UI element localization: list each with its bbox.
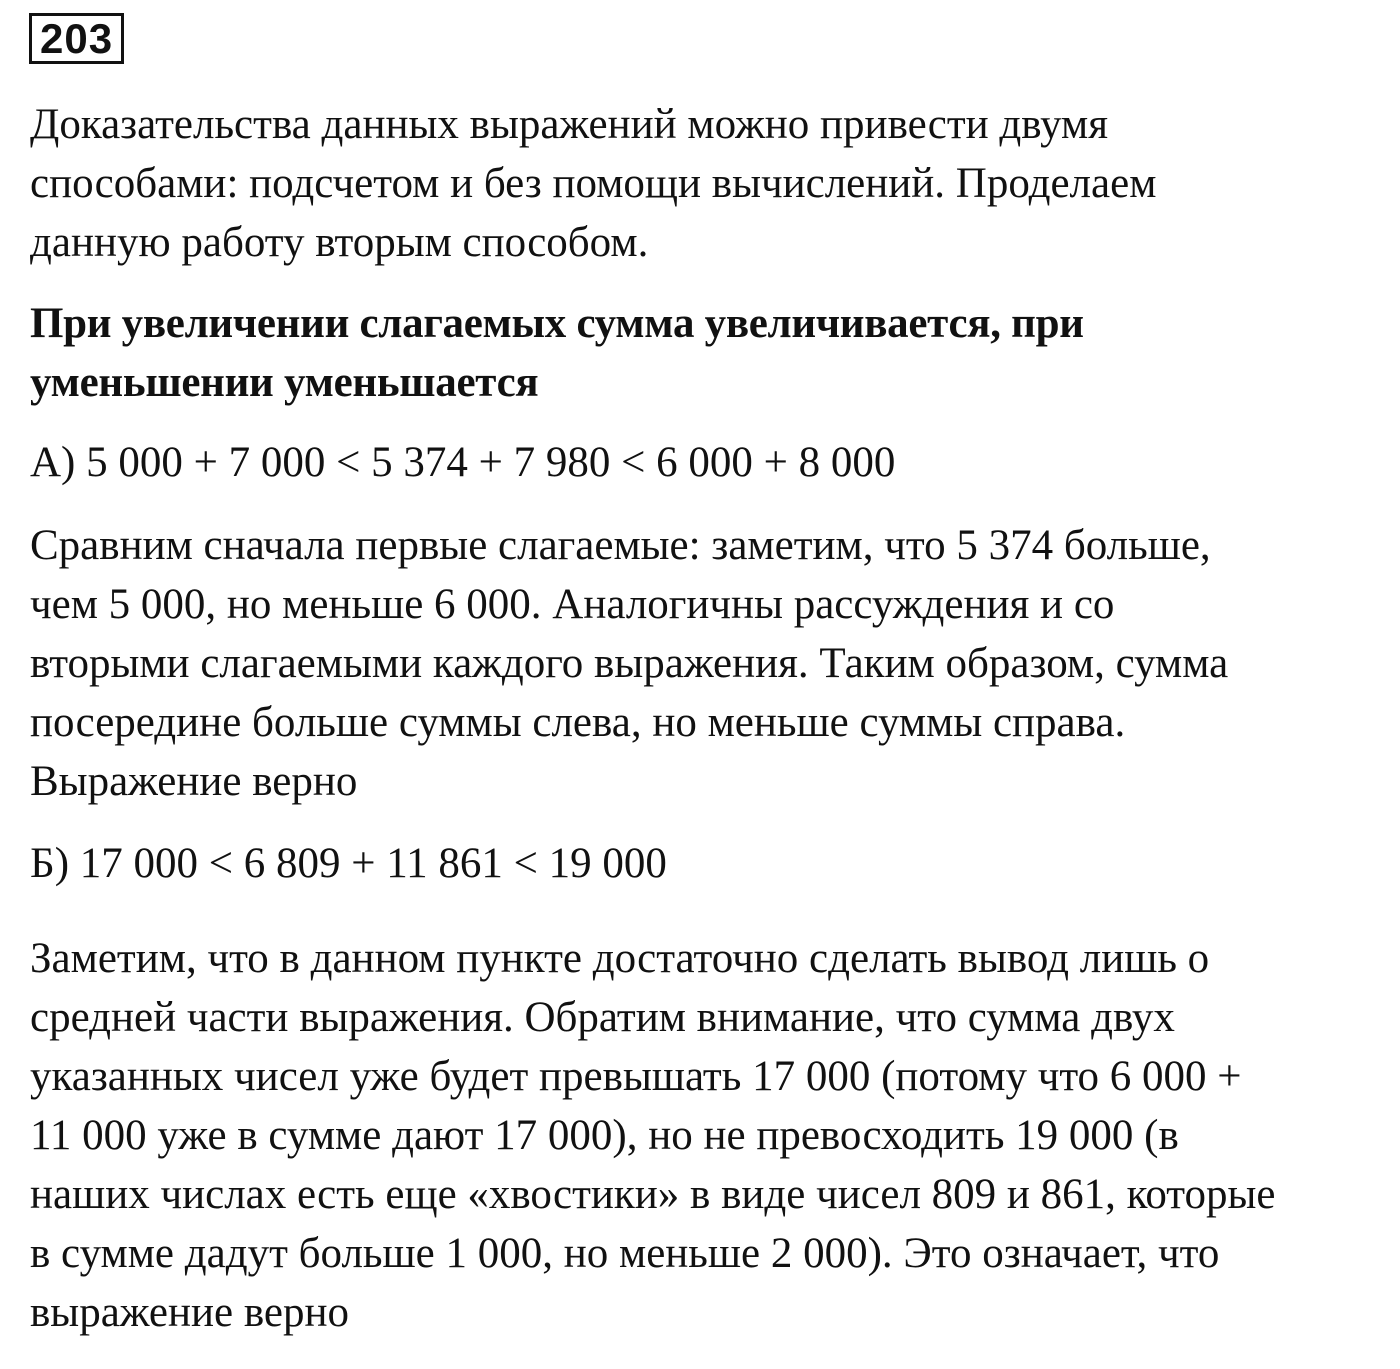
part-b-explanation [30,929,1398,1342]
text-line: данную работу вторым способом. [30,219,649,266]
text-line: способами: подсчетом и без помощи вычислений. Проделаем [30,160,1157,207]
part-b-expression: Б) 17 000 < 6 809 + 11 861 < 19 000 [30,840,667,887]
part-a-explanation [30,516,1398,811]
intro-paragraph [30,95,1398,272]
text-line: уменьшении уменьшается [30,359,539,406]
part-a-expression: А) 5 000 + 7 000 < 5 374 + 7 980 < 6 000 + 8 000 [30,439,896,486]
text-line: наших числах есть еще «хвостики» в виде чисел 809 и 861, которые [30,1171,1276,1218]
rule-statement [30,294,1398,412]
text-line: указанных чисел уже будет превышать 17 000 (потому что 6 000 + [30,1053,1242,1100]
text-line: посередине больше суммы слева, но меньше суммы справа. [30,699,1126,746]
text-line: 11 000 уже в сумме дают 17 000), но не превосходить 19 000 (в [30,1112,1179,1159]
text-line: выражение верно [30,1289,350,1336]
text-line: средней части выражения. Обратим внимание, что сумма двух [30,994,1175,1041]
text-line: в сумме дадут больше 1 000, но меньше 2 000). Это означает, что [30,1230,1220,1277]
text-line: Сравним сначала первые слагаемые: заметим, что 5 374 больше, [30,522,1211,569]
text-line: При увеличении слагаемых сумма увеличивается, при [30,300,1084,347]
text-line: Заметим, что в данном пункте достаточно сделать вывод лишь о [30,935,1210,982]
text-line: Выражение верно [30,758,358,805]
text-line: Доказательства данных выражений можно привести двумя [30,101,1109,148]
text-line: вторыми слагаемыми каждого выражения. Таким образом, сумма [30,640,1229,687]
text-line: чем 5 000, но меньше 6 000. Аналогичны рассуждения и со [30,581,1115,628]
task-number-box: 203 [29,13,124,64]
